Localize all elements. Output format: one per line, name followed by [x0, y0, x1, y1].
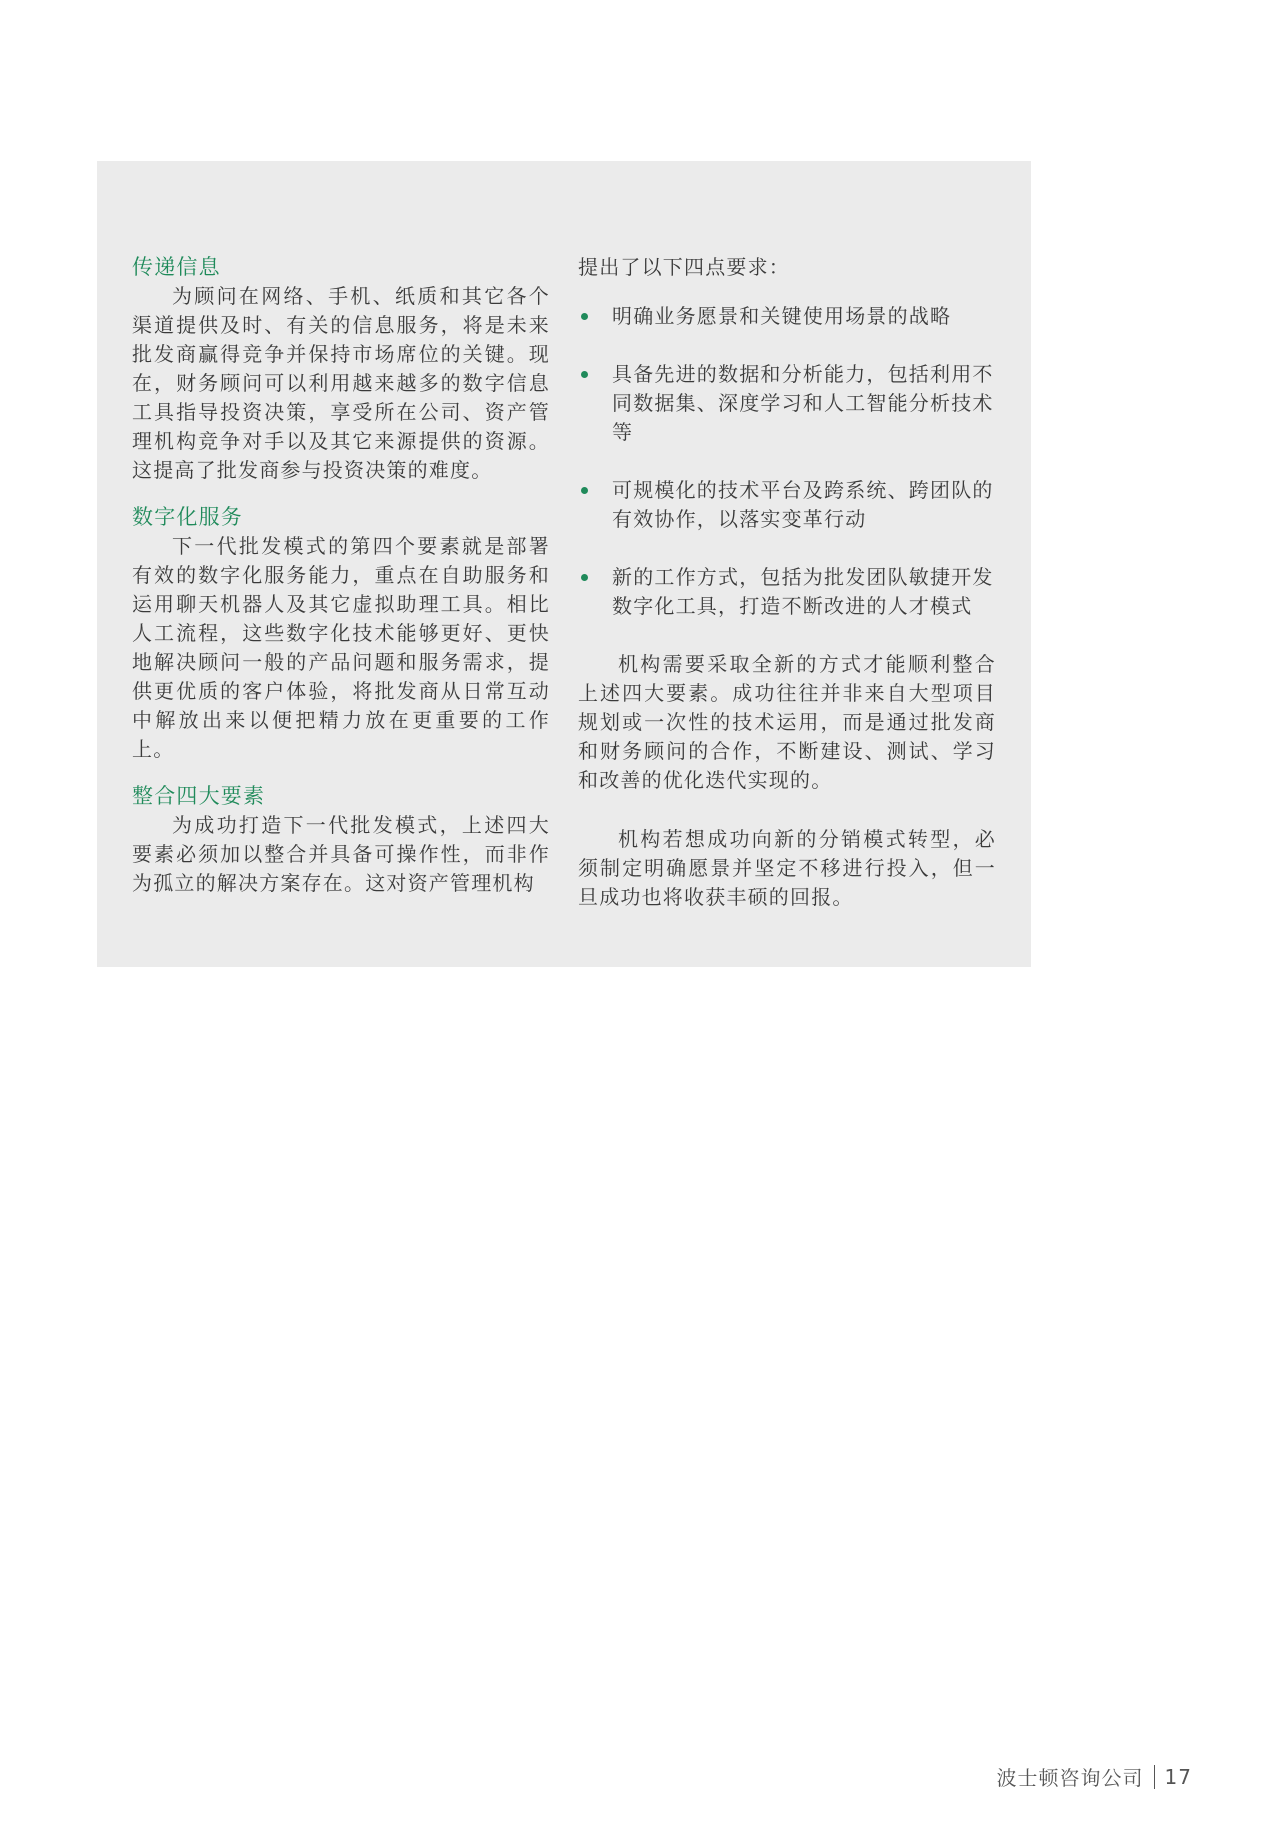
list-item [578, 563, 996, 621]
content-panel [97, 161, 1031, 967]
section-heading: 数字化服务 [132, 505, 243, 529]
right-column [578, 253, 996, 912]
bullet-dot-icon [581, 487, 588, 494]
section-heading: 整合四大要素 [132, 784, 266, 808]
left-column [132, 253, 550, 898]
company-name: 波士顿咨询公司 [996, 1766, 1144, 1790]
page-footer [997, 1762, 1192, 1791]
list-item [578, 360, 996, 447]
section-digital-service [132, 503, 550, 764]
body-paragraph: 机构需要采取全新的方式才能顺利整合上述四大要素。成功往往并非来自大型项目规划或一次性的技术运用，而是通过批发商和财务顾问的合作，不断建设、测试、学习和改善的优化迭代实现的。 [578, 652, 996, 792]
section-body: 为顾问在网络、手机、纸质和其它各个渠道提供及时、有关的信息服务，将是未来批发商赢得竞争并保持市场席位的关键。现在，财务顾问可以利用越来越多的数字信息工具指导投资决策，享受所在公司、资产管理机构竞争对手以及其它来源提供的资源。这提高了批发商参与投资决策的难度。 [132, 284, 550, 482]
list-item-text: 明确业务愿景和关键使用场景的战略 [612, 304, 952, 328]
list-item-text: 可规模化的技术平台及跨系统、跨团队的有效协作，以落实变革行动 [612, 478, 994, 531]
body-paragraph: 机构若想成功向新的分销模式转型，必须制定明确愿景并坚定不移进行投入，但一旦成功也将收获丰硕的回报。 [578, 827, 996, 909]
section-body: 为成功打造下一代批发模式，上述四大要素必须加以整合并具备可操作性，而非作为孤立的解决方案存在。这对资产管理机构 [132, 813, 550, 895]
requirements-intro: 提出了以下四点要求： [578, 255, 790, 279]
list-item-text: 新的工作方式，包括为批发团队敏捷开发数字化工具，打造不断改进的人才模式 [612, 565, 994, 618]
list-item [578, 302, 996, 331]
footer-divider [1154, 1765, 1155, 1789]
list-item [578, 476, 996, 534]
list-item-text: 具备先进的数据和分析能力，包括利用不同数据集、深度学习和人工智能分析技术等 [612, 362, 994, 444]
bullet-dot-icon [581, 313, 588, 320]
section-deliver-info [132, 253, 550, 485]
bullet-dot-icon [581, 371, 588, 378]
section-body: 下一代批发模式的第四个要素就是部署有效的数字化服务能力，重点在自助服务和运用聊天机器人及其它虚拟助理工具。相比人工流程，这些数字化技术能够更好、更快地解决顾问一般的产品问题和服务需求，提供更优质的客户体验，将批发商从日常互动中解放出来以便把精力放在更重要的工作上。 [132, 534, 550, 761]
page-number: 17 [1164, 1764, 1192, 1789]
section-heading: 传递信息 [132, 255, 221, 279]
requirements-list [578, 302, 996, 621]
bullet-dot-icon [581, 574, 588, 581]
section-integrate-four [132, 782, 550, 898]
